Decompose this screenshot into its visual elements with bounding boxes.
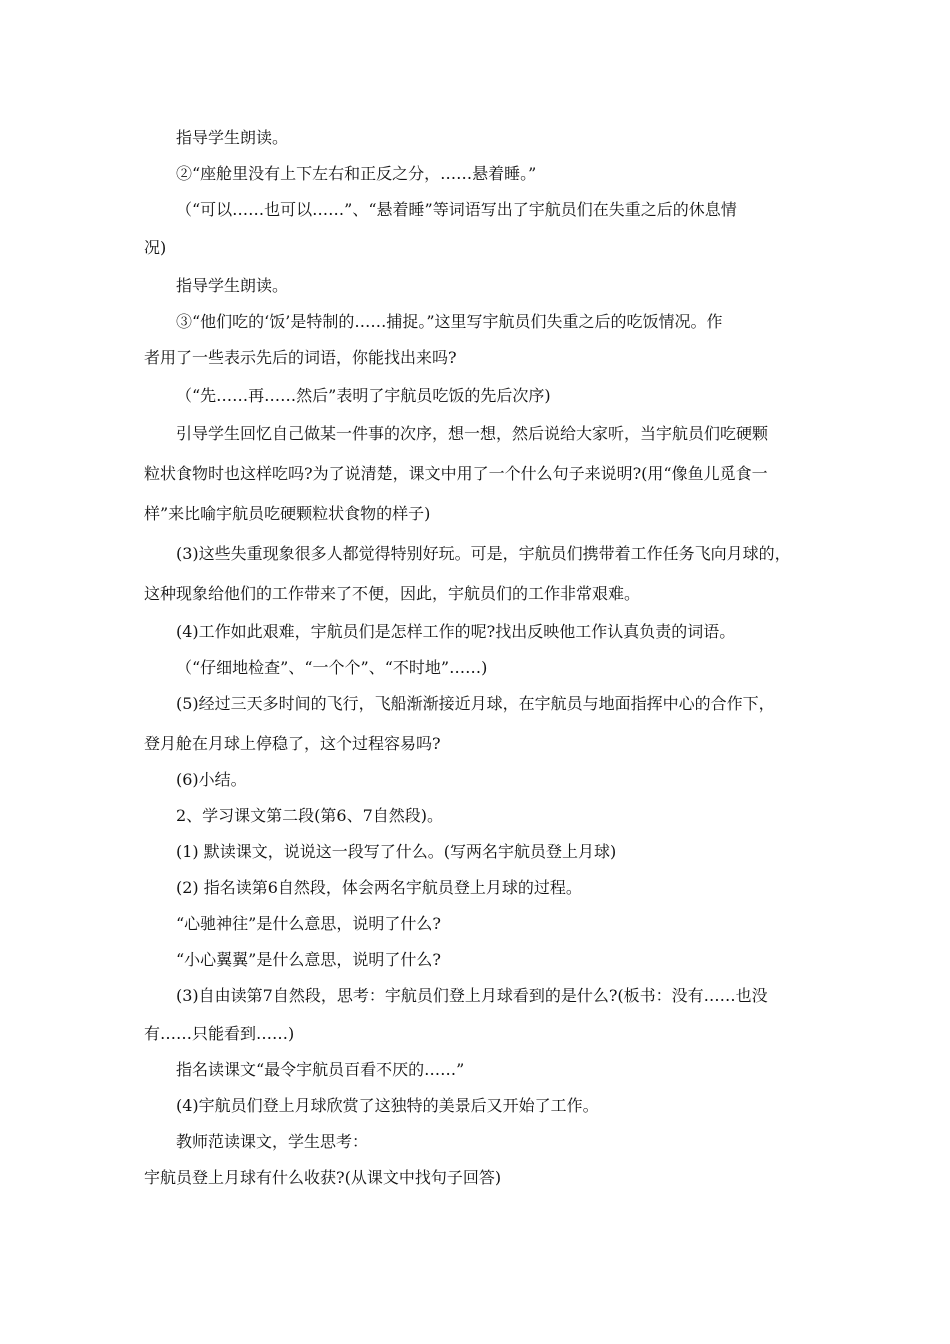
text-line: (2) 指名读第6自然段，体会两名宇航员登上月球的过程。 [176,878,582,897]
text-line: “心驰神往”是什么意思，说明了什么? [176,914,441,933]
text-line: 指名读课文“最令宇航员百看不厌的……” [176,1060,465,1079]
text-line: (4)工作如此艰难，宇航员们是怎样工作的呢?找出反映他工作认真负责的词语。 [176,622,736,641]
text-line: (5)经过三天多时间的飞行，飞船渐渐接近月球，在宇航员与地面指挥中心的合作下， [176,694,775,713]
text-line: 指导学生朗读。 [176,276,289,295]
text-line: 指导学生朗读。 [176,128,289,147]
text-line: 这种现象给他们的工作带来了不便，因此，宇航员们的工作非常艰难。 [144,584,641,603]
text-line: 况) [144,238,167,257]
text-line: (3)这些失重现象很多人都觉得特别好玩。可是，宇航员们携带着工作任务飞向月球的， [176,544,791,563]
text-line: ②“座舱里没有上下左右和正反之分，……悬着睡。” [176,164,537,183]
text-line: (6)小结。 [176,770,247,789]
text-line: （“仔细地检查”、“一个个”、“不时地”……) [176,658,488,677]
text-line: 2、学习课文第二段(第6、7自然段)。 [176,806,444,825]
text-line: “小心翼翼”是什么意思，说明了什么? [176,950,441,969]
text-line: 者用了一些表示先后的词语，你能找出来吗? [144,348,457,367]
text-line: 有……只能看到……) [144,1024,295,1043]
text-line: (1) 默读课文，说说这一段写了什么。(写两名宇航员登上月球) [176,842,617,861]
text-line: 引导学生回忆自己做某一件事的次序，想一想，然后说给大家听，当宇航员们吃硬颗 [176,424,769,443]
text-line: ③“他们吃的‘饭’是特制的……捕捉。”这里写宇航员们失重之后的吃饭情况。作 [176,312,723,331]
text-line: 粒状食物时也这样吃吗?为了说清楚，课文中用了一个什么句子来说明?(用“像鱼儿觅食一 [144,464,768,483]
text-line: （“先……再……然后”表明了宇航员吃饭的先后次序) [176,386,551,405]
text-line: （“可以……也可以……”、“悬着睡”等词语写出了宇航员们在失重之后的休息情 [176,200,737,219]
text-line: 宇航员登上月球有什么收获?(从课文中找句子回答) [144,1168,502,1187]
text-line: (4)宇航员们登上月球欣赏了这独特的美景后又开始了工作。 [176,1096,599,1115]
text-line: 样”来比喻宇航员吃硬颗粒状食物的样子) [144,504,431,523]
text-line: 教师范读课文，学生思考： [176,1132,369,1151]
text-line: 登月舱在月球上停稳了，这个过程容易吗? [144,734,441,753]
text-line: (3)自由读第7自然段，思考：宇航员们登上月球看到的是什么?(板书：没有……也没 [176,986,768,1005]
